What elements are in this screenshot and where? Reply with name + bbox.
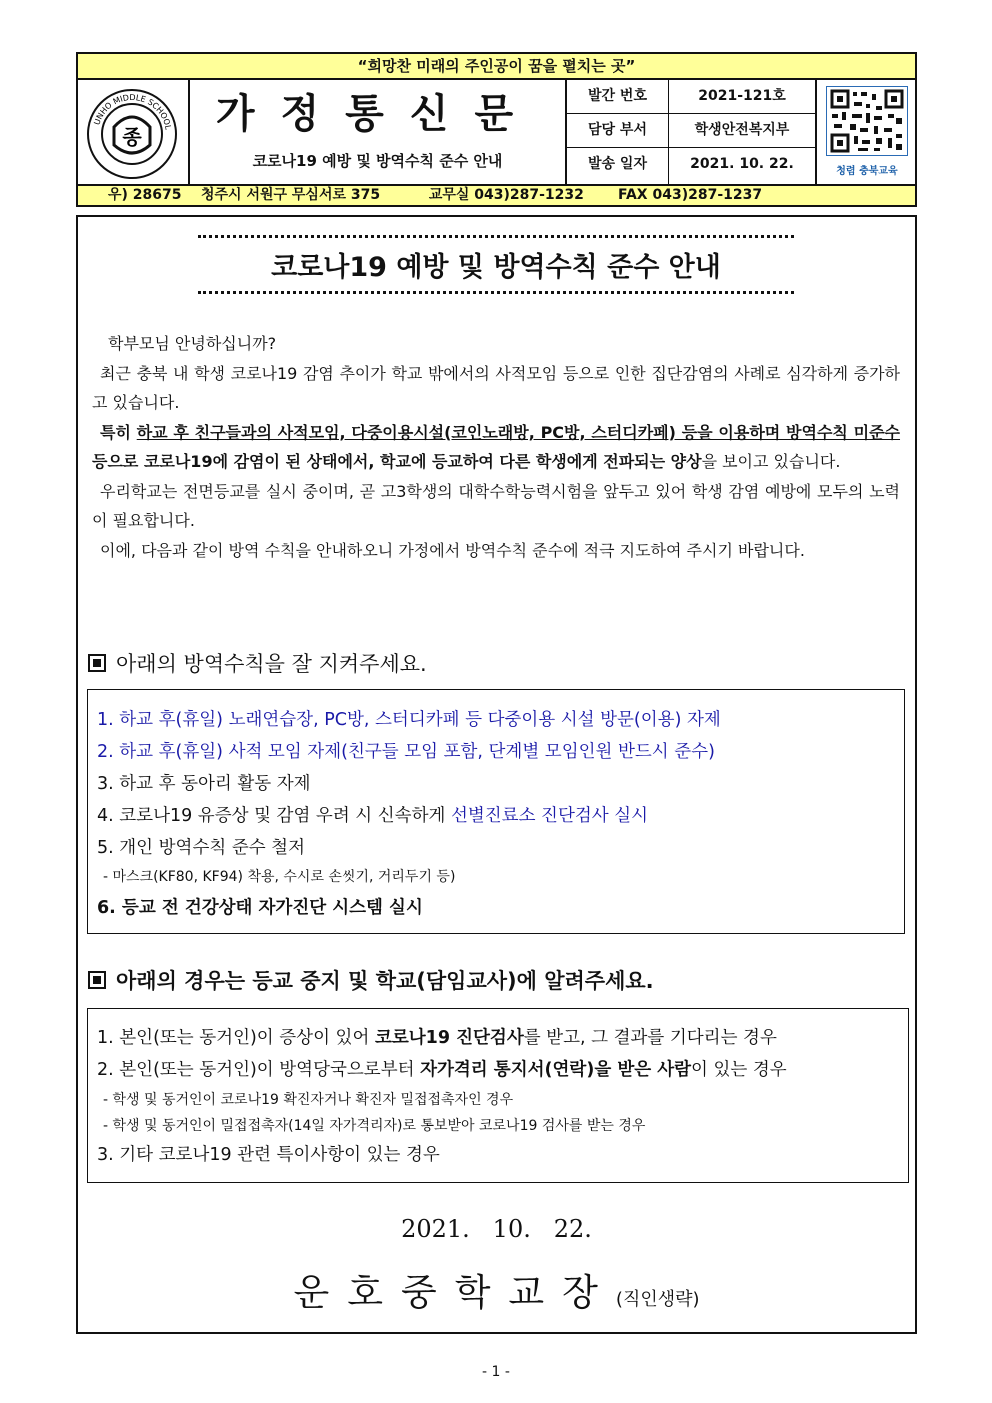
field-value-issue-no: 2021-121호 bbox=[698, 88, 786, 104]
underlined-text: 하교 후 친구들과의 사적모임, 다중이용시설(코인노래방, PC방, 스터디카페) 등을 이용하며 방역수칙 미준수 bbox=[136, 422, 901, 442]
greeting: 학부모님 안녕하십니까? bbox=[108, 334, 277, 353]
paragraph: 우리학교는 전면등교를 실시 중이며, 곧 고3학생의 대학수학능력시험을 앞두고 있어 학생 감염 예방에 모두의 노력이 필요합니다. bbox=[92, 481, 900, 530]
paragraph-highlight bbox=[92, 418, 900, 477]
notify-item bbox=[97, 1056, 787, 1081]
text: 특히 bbox=[100, 422, 137, 442]
square-bullet-icon bbox=[88, 654, 106, 672]
qr-code-icon bbox=[826, 86, 908, 156]
field-value-department: 학생안전복지부 bbox=[694, 122, 790, 138]
rule-item: 6. 등교 전 건강상태 자가진단 시스템 실시 bbox=[97, 898, 423, 918]
rule-item: 1. 하교 후(휴일) 노래연습장, PC방, 스터디카페 등 다중이용 시설 방문(이용) 자제 bbox=[97, 710, 721, 730]
field-label-issue-no: 발간 번호 bbox=[588, 88, 647, 104]
notify-item: 3. 기타 코로나19 관련 특이사항이 있는 경우 bbox=[97, 1145, 440, 1165]
school-motto: “희망찬 미래의 주인공이 꿈을 펼치는 곳” bbox=[76, 52, 917, 80]
document-title: 코로나19 예방 및 방역수칙 준수 안내 bbox=[271, 252, 721, 283]
field-label-department: 담당 부서 bbox=[588, 122, 647, 138]
section-heading-notify bbox=[88, 965, 654, 995]
highlight-text: 선별진료소 진단검사 실시 bbox=[450, 806, 649, 826]
rule-subitem: - 마스크(KF80, KF94) 착용, 수시로 손씻기, 거리두기 등) bbox=[103, 869, 456, 885]
field-value-send-date: 2021. 10. 22. bbox=[690, 156, 794, 172]
page-subtitle: 코로나19 예방 및 방역수칙 준수 안내 bbox=[252, 152, 503, 170]
title-rule-top bbox=[198, 235, 794, 238]
text: 등으로 코로나19에 감염이 된 상태에서, 학교에 등교하여 다른 학생에게 전파되는 양상 bbox=[92, 452, 702, 471]
notify-subitem: - 학생 및 동거인이 밀접접촉자(14일 자가격리자)로 통보받아 코로나19 검사를 받는 경우 bbox=[103, 1118, 646, 1134]
section-heading-text: 아래의 경우는 등교 중지 및 학교(담임교사)에 알려주세요. bbox=[116, 969, 654, 993]
signer-note: (직인생략) bbox=[615, 1289, 700, 1310]
rule-item: 3. 하교 후 동아리 활동 자제 bbox=[97, 774, 311, 794]
qr-caption: 청렴 충북교육 bbox=[836, 166, 898, 177]
section-heading-text: 아래의 방역수칙을 잘 지켜주세요. bbox=[116, 652, 427, 676]
qr-code[interactable] bbox=[826, 86, 908, 156]
page-number: - 1 - bbox=[482, 1364, 510, 1380]
svg-text:종: 종 bbox=[122, 125, 142, 149]
rule-item: 2. 하교 후(휴일) 사적 모임 자제(친구들 모임 포함, 단계별 모임인원 반드시 준수) bbox=[97, 742, 715, 762]
divider bbox=[815, 80, 817, 184]
text: 를 받고, 그 결과를 기다리는 경우 bbox=[523, 1028, 777, 1048]
signer-name: 운호중학교장 bbox=[293, 1271, 616, 1314]
square-bullet-icon bbox=[88, 971, 106, 989]
text: 이 있는 경우 bbox=[691, 1060, 787, 1080]
text: 1. 본인(또는 동거인)이 증상이 있어 bbox=[97, 1028, 375, 1048]
rule-item bbox=[97, 802, 648, 827]
intro-text bbox=[92, 329, 900, 565]
field-label-send-date: 발송 일자 bbox=[588, 156, 647, 172]
school-emblem-icon bbox=[84, 87, 180, 181]
notify-subitem: - 학생 및 동거인이 코로나19 확진자거나 확진자 밀접접촉자인 경우 bbox=[103, 1092, 514, 1108]
school-address: 우) 28675 청주시 서원구 무심서로 375 교무실 043)287-1232 FAX 043)287-1237 bbox=[76, 184, 917, 207]
bold-text: 자가격리 통지서(연락)을 받은 사람 bbox=[420, 1060, 692, 1080]
school-logo bbox=[84, 87, 180, 181]
rule-item: 5. 개인 방역수칙 준수 철저 bbox=[97, 838, 305, 858]
page-title: 가정통신문 bbox=[215, 90, 540, 137]
title-rule-bottom bbox=[198, 291, 794, 294]
text: 2. 본인(또는 동거인)이 방역당국으로부터 bbox=[97, 1060, 421, 1080]
logo-text: UNHO MIDDLE SCHOOL bbox=[92, 92, 173, 131]
closing-date: 2021. 10. 22. bbox=[401, 1215, 592, 1243]
signature-line bbox=[76, 1262, 917, 1316]
notify-item bbox=[97, 1024, 777, 1049]
paragraph: 이에, 다음과 같이 방역 수칙을 안내하오니 가정에서 방역수칙 준수에 적극 지도하여 주시기 바랍니다. bbox=[100, 540, 805, 560]
text: 4. 코로나19 유증상 및 감염 우려 시 신속하게 bbox=[97, 806, 451, 826]
bold-text: 코로나19 진단검사 bbox=[374, 1028, 524, 1048]
section-heading-rules bbox=[88, 648, 427, 678]
text: 을 보이고 있습니다. bbox=[701, 452, 841, 471]
paragraph: 최근 충북 내 학생 코로나19 감염 추이가 학교 밖에서의 사적모임 등으로 인한 집단감염의 사례로 심각하게 증가하고 있습니다. bbox=[92, 363, 900, 412]
